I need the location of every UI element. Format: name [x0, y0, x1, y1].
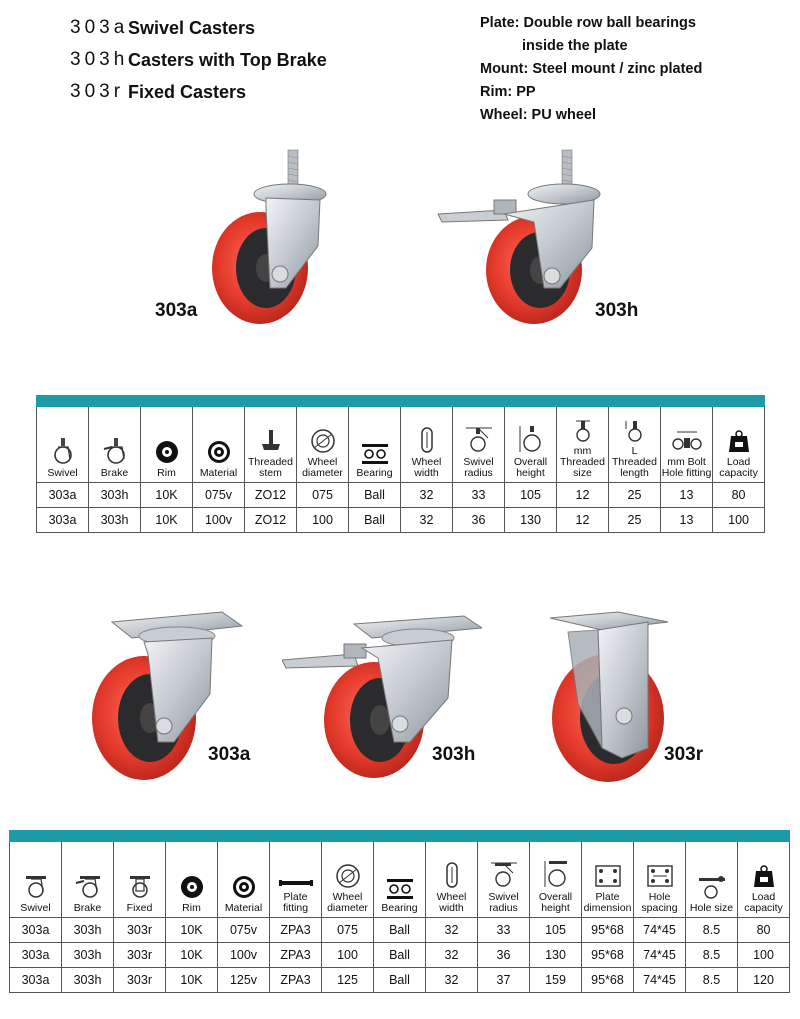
table-cell: ZPA3 — [270, 918, 322, 943]
header-label: Wheel diameter — [327, 891, 368, 914]
table-cell: 33 — [478, 918, 530, 943]
table-cell: 100 — [738, 943, 790, 968]
wheel-diameter-icon — [335, 863, 361, 889]
header-cell — [634, 842, 686, 918]
table-cell: 33 — [453, 483, 505, 508]
spec-wheel: Wheel: PU wheel — [480, 107, 597, 123]
header-cell — [37, 407, 89, 483]
plate-dimension-icon — [593, 863, 623, 889]
table-cell: 80 — [738, 918, 790, 943]
spec-table-stem — [36, 395, 765, 533]
series-code: 303a — [70, 17, 129, 38]
table-cell: 12 — [557, 483, 609, 508]
table-cell: 125v — [218, 968, 270, 993]
header-cell — [582, 842, 634, 918]
header-label: Swivel — [47, 467, 78, 479]
bolt-hole-icon — [669, 430, 705, 454]
table-cell: 303a — [10, 918, 62, 943]
spec-table-plate — [9, 830, 790, 993]
header-label: Swivel — [20, 902, 51, 914]
hole-size-icon — [697, 874, 727, 900]
table-cell: 303a — [37, 508, 89, 533]
fixed-icon — [127, 874, 153, 900]
table-accent-bar — [37, 396, 765, 407]
header-cell — [713, 407, 765, 483]
brake-icon — [102, 437, 128, 465]
table-cell: 100 — [297, 508, 349, 533]
table-cell: 32 — [426, 943, 478, 968]
table-cell: 32 — [401, 483, 453, 508]
header-cell — [557, 407, 609, 483]
hole-spacing-icon — [645, 863, 675, 889]
table-cell: 10K — [166, 943, 218, 968]
header-cell — [62, 842, 114, 918]
series-name: Casters with Top Brake — [128, 49, 327, 70]
table-cell: 105 — [530, 918, 582, 943]
table-cell: 13 — [661, 508, 713, 533]
table-cell: 10K — [141, 508, 193, 533]
spec-plate-cont: inside the plate — [522, 38, 628, 54]
table-row — [10, 943, 790, 968]
header-cell — [297, 407, 349, 483]
table-cell: 075v — [193, 483, 245, 508]
header-label: Wheel width — [411, 456, 442, 479]
table-cell: 125 — [322, 968, 374, 993]
header-label: Swivel radius — [488, 891, 519, 914]
threaded-stem-icon — [258, 428, 284, 454]
series-name: Swivel Casters — [128, 17, 256, 38]
plate-fitting-icon — [279, 877, 313, 889]
table-cell: 8.5 — [686, 943, 738, 968]
header-cell — [505, 407, 557, 483]
header-label: mm Bolt Hole fitting — [661, 456, 712, 479]
table-cell: 32 — [426, 968, 478, 993]
table-cell: 100v — [218, 943, 270, 968]
table-cell: 303r — [114, 968, 166, 993]
rim-icon — [179, 874, 205, 900]
header-cell — [322, 842, 374, 918]
table-cell: 36 — [478, 943, 530, 968]
table-cell: 120 — [738, 968, 790, 993]
wheel-diameter-icon — [310, 428, 336, 454]
overall-height-icon — [516, 424, 546, 454]
swivel-radius-icon — [464, 424, 494, 454]
table-cell: 303r — [114, 918, 166, 943]
header-label: Threaded stem — [248, 456, 293, 479]
header-cell — [426, 842, 478, 918]
series-name: Fixed Casters — [128, 81, 247, 102]
table-cell: 303a — [10, 943, 62, 968]
table-cell: 8.5 — [686, 968, 738, 993]
table-cell: 32 — [401, 508, 453, 533]
header-label: Load capacity — [744, 891, 783, 914]
header-cell — [193, 407, 245, 483]
table-cell: Ball — [374, 918, 426, 943]
header-label: Fixed — [126, 902, 153, 914]
table-cell: Ball — [374, 943, 426, 968]
table-cell: 74*45 — [634, 943, 686, 968]
table-cell: 95*68 — [582, 918, 634, 943]
spec-plate: Plate: Double row ball bearings — [480, 15, 696, 31]
header-cell — [349, 407, 401, 483]
table-cell: 10K — [141, 483, 193, 508]
table-row — [10, 918, 790, 943]
header-cell — [270, 842, 322, 918]
table-cell: 95*68 — [582, 943, 634, 968]
caster-image-303h-stem — [434, 148, 604, 328]
product-label: 303a — [155, 300, 198, 321]
header-cell — [686, 842, 738, 918]
table-cell: 303h — [89, 508, 141, 533]
product-label: 303h — [432, 744, 476, 765]
table-cell: 075v — [218, 918, 270, 943]
header-label: L Threaded length — [612, 445, 657, 479]
table-row — [37, 483, 765, 508]
table-cell: 32 — [426, 918, 478, 943]
header-label: Bearing — [356, 467, 393, 479]
series-code: 303r — [70, 81, 125, 102]
table-cell: 100 — [322, 943, 374, 968]
table-cell: 130 — [530, 943, 582, 968]
table-cell: 303h — [62, 943, 114, 968]
table-cell: ZPA3 — [270, 943, 322, 968]
table-cell: 12 — [557, 508, 609, 533]
header-cell — [661, 407, 713, 483]
series-item — [70, 76, 327, 108]
header-label: Overall height — [538, 891, 573, 914]
product-label: 303r — [664, 744, 704, 765]
table-cell: 95*68 — [582, 968, 634, 993]
header-cell — [114, 842, 166, 918]
header-cell — [374, 842, 426, 918]
table-cell: 130 — [505, 508, 557, 533]
product-label: 303a — [208, 744, 251, 765]
material-icon — [206, 439, 232, 465]
swivel-radius-icon — [489, 859, 519, 889]
series-item — [70, 44, 327, 76]
wheel-width-icon — [416, 426, 438, 454]
header-label: Plate fitting — [282, 891, 309, 914]
header-label: mm Threaded size — [560, 445, 605, 479]
header-cell — [609, 407, 661, 483]
header-cell — [10, 842, 62, 918]
header-label: Wheel diameter — [302, 456, 343, 479]
header-label: Rim — [182, 902, 201, 914]
table-cell: 37 — [478, 968, 530, 993]
spec-rim: Rim: PP — [480, 84, 536, 100]
table-cell: 74*45 — [634, 918, 686, 943]
series-code: 303h — [70, 49, 129, 70]
table-cell: Ball — [374, 968, 426, 993]
header-label: Material — [224, 902, 263, 914]
table-cell: ZO12 — [245, 508, 297, 533]
header-label: Overall height — [513, 456, 548, 479]
header-cell — [401, 407, 453, 483]
table-cell: 100 — [713, 508, 765, 533]
table-cell: 303r — [114, 943, 166, 968]
spec-list — [480, 12, 702, 127]
header-label: Brake — [100, 467, 129, 479]
table-cell: 159 — [530, 968, 582, 993]
table-cell: 303a — [37, 483, 89, 508]
table-cell: Ball — [349, 483, 401, 508]
rim-icon — [154, 439, 180, 465]
caster-image-303r-plate — [548, 608, 678, 788]
caster-image-303a-stem — [200, 148, 330, 328]
table-cell: 303h — [62, 968, 114, 993]
load-capacity-icon — [727, 430, 751, 454]
table-header-row — [37, 407, 765, 483]
table-cell: 74*45 — [634, 968, 686, 993]
header-cell — [166, 842, 218, 918]
header-label: Load capacity — [719, 456, 758, 479]
header-label: Wheel width — [436, 891, 467, 914]
table-cell: 105 — [505, 483, 557, 508]
header-cell — [530, 842, 582, 918]
header-label: Material — [199, 467, 238, 479]
table-cell: 303h — [89, 483, 141, 508]
load-capacity-icon — [752, 865, 776, 889]
bearing-icon — [361, 443, 389, 465]
table-cell: ZPA3 — [270, 968, 322, 993]
wheel-width-icon — [441, 861, 463, 889]
header-label: Plate dimension — [583, 891, 632, 914]
table-cell: Ball — [349, 508, 401, 533]
table-cell: 25 — [609, 483, 661, 508]
header-cell — [738, 842, 790, 918]
table-accent-bar — [10, 831, 790, 842]
table-cell: ZO12 — [245, 483, 297, 508]
table-cell: 303a — [10, 968, 62, 993]
table-cell: 25 — [609, 508, 661, 533]
spec-mount: Mount: Steel mount / zinc plated — [480, 61, 703, 77]
material-icon — [231, 874, 257, 900]
header-cell — [89, 407, 141, 483]
table-cell: 100v — [193, 508, 245, 533]
table-cell: 80 — [713, 483, 765, 508]
header-label: Hole size — [689, 902, 734, 914]
header-cell — [245, 407, 297, 483]
header-label: Bearing — [381, 902, 418, 914]
series-list — [70, 12, 327, 108]
table-row — [37, 508, 765, 533]
header-cell — [218, 842, 270, 918]
brake-icon — [75, 874, 101, 900]
table-cell: 10K — [166, 968, 218, 993]
header-label: Swivel radius — [463, 456, 494, 479]
table-row — [10, 968, 790, 993]
header-cell — [453, 407, 505, 483]
swivel-icon — [23, 874, 49, 900]
table-cell: 075 — [297, 483, 349, 508]
header-cell — [478, 842, 530, 918]
threaded-size-icon — [570, 419, 596, 443]
header-label: Rim — [157, 467, 176, 479]
table-header-row — [10, 842, 790, 918]
header-cell — [141, 407, 193, 483]
table-cell: 36 — [453, 508, 505, 533]
table-cell: 303h — [62, 918, 114, 943]
header-label: Hole spacing — [641, 891, 678, 914]
swivel-icon — [50, 437, 76, 465]
table-cell: 10K — [166, 918, 218, 943]
overall-height-icon — [541, 859, 571, 889]
table-cell: 075 — [322, 918, 374, 943]
product-label: 303h — [595, 300, 639, 321]
series-item — [70, 12, 327, 44]
table-cell: 8.5 — [686, 918, 738, 943]
header-label: Brake — [73, 902, 102, 914]
table-cell: 13 — [661, 483, 713, 508]
bearing-icon — [386, 878, 414, 900]
threaded-length-icon — [622, 419, 648, 443]
